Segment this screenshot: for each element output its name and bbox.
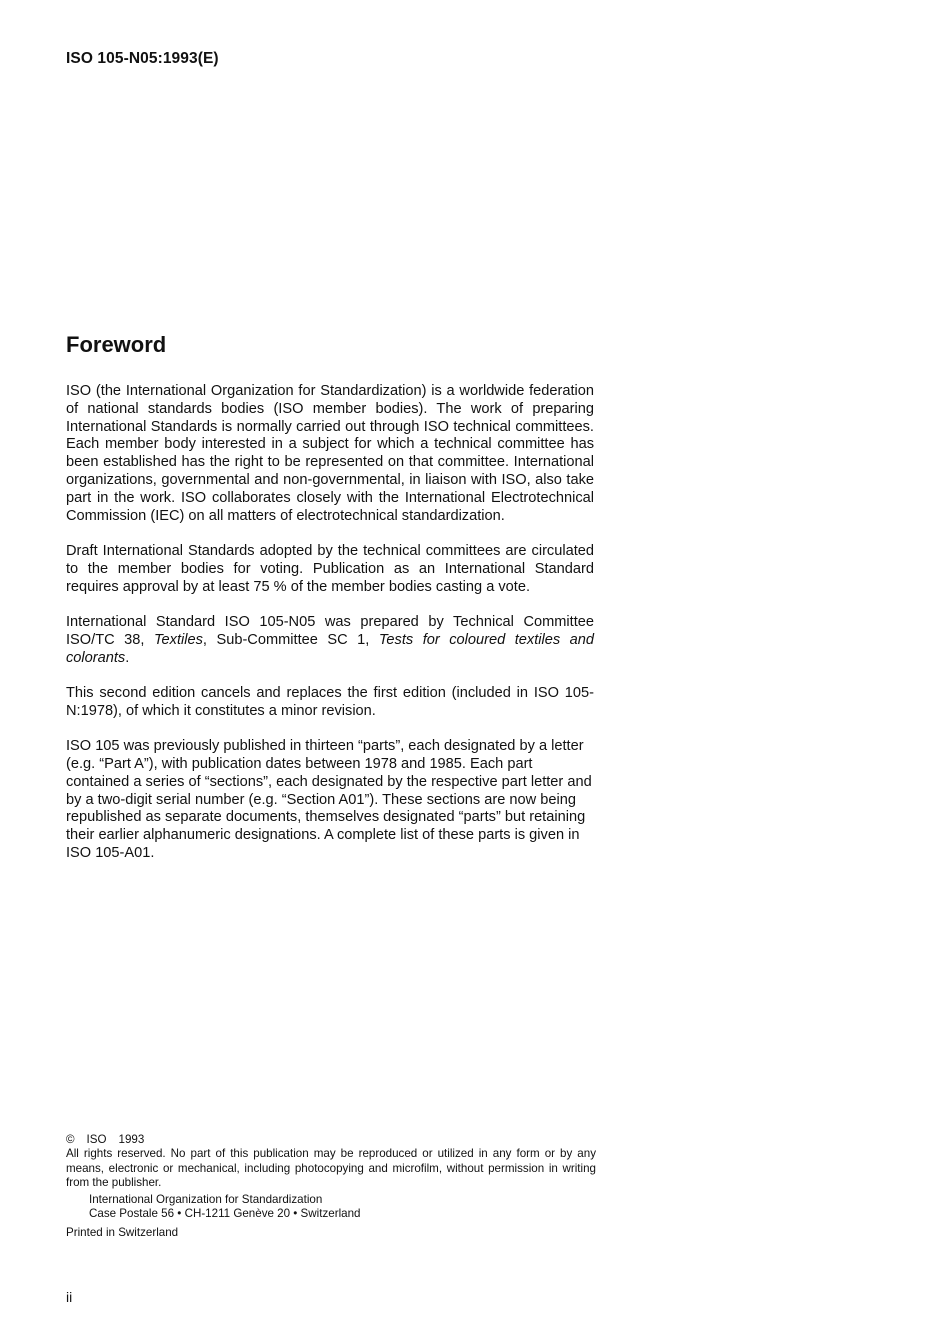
publisher-postal: Case Postale 56 • CH-1211 Genève 20 • Switzerland (89, 1207, 361, 1221)
document-id-header: ISO 105-N05:1993(E) (66, 50, 219, 67)
paragraph-prepared-by (66, 614, 594, 667)
page-number: ii (66, 1289, 73, 1305)
copyright-icon: © (66, 1133, 75, 1146)
rights-statement: All rights reserved. No part of this publication may be reproduced or utilized in any form or by any means, electronic or mechanical, including photocopying and microfilm, without permission in writing from the publisher. (66, 1147, 596, 1189)
paragraph-iso-intro: ISO (the International Organization for Standardization) is a worldwide federation of national standards bodies (ISO member bodies). The work of preparing International Standards is normally carried out through ISO technical committees. Each member body interested in a subject for which a technical committee has been established has the right to be represented on that committee. International organizations, governmental and non-governmental, in liaison with ISO, also take part in the work. ISO collaborates closely with the International Electrotechnical Commission (IEC) on all matters of electrotechnical standardization. (66, 383, 594, 524)
committee-textiles: Textiles (153, 631, 203, 648)
publisher-address (89, 1193, 596, 1222)
printed-location: Printed in Switzerland (66, 1225, 179, 1239)
copyright-line (66, 1133, 596, 1147)
prepared-by-text-3: . (125, 649, 130, 666)
foreword-body (66, 383, 594, 880)
copyright-year: 1993 (118, 1133, 145, 1146)
prepared-by-text-2: , Sub-Committee SC 1, (202, 631, 379, 648)
prepared-by-text-1: International Standard ISO 105-N05 was prepared by Technical Committee ISO/TC 38, (66, 613, 594, 648)
paragraph-draft-standards: Draft International Standards adopted by the technical committees are circulated to the member bodies for voting. Publication as an International Standard requires approval by at least 75 % of the member bodies casting a vote. (66, 542, 594, 595)
publisher-name: International Organization for Standardization (89, 1193, 323, 1207)
subcommittee-title: Tests for coloured textiles and colorants (66, 631, 595, 666)
page-title: Foreword (66, 332, 167, 357)
paragraph-history: ISO 105 was previously published in thirteen “parts”, each designated by a letter (e.g. “Part A”), with publication dates between 1978 and 1985. Each part contained a series of “sections”, each designated by the respective part letter and by a two-digit serial number (e.g. “Section A01”). These sections are now being republished as separate documents, themselves designated “parts” but retaining their earlier alphanumeric designations. A complete list of these parts is given in ISO 105-A01. (66, 738, 592, 861)
copyright-org: ISO (86, 1133, 107, 1146)
paragraph-edition: This second edition cancels and replaces the first edition (included in ISO 105-N:1978), of which it constitutes a minor revision. (66, 684, 594, 719)
copyright-block (66, 1133, 596, 1240)
